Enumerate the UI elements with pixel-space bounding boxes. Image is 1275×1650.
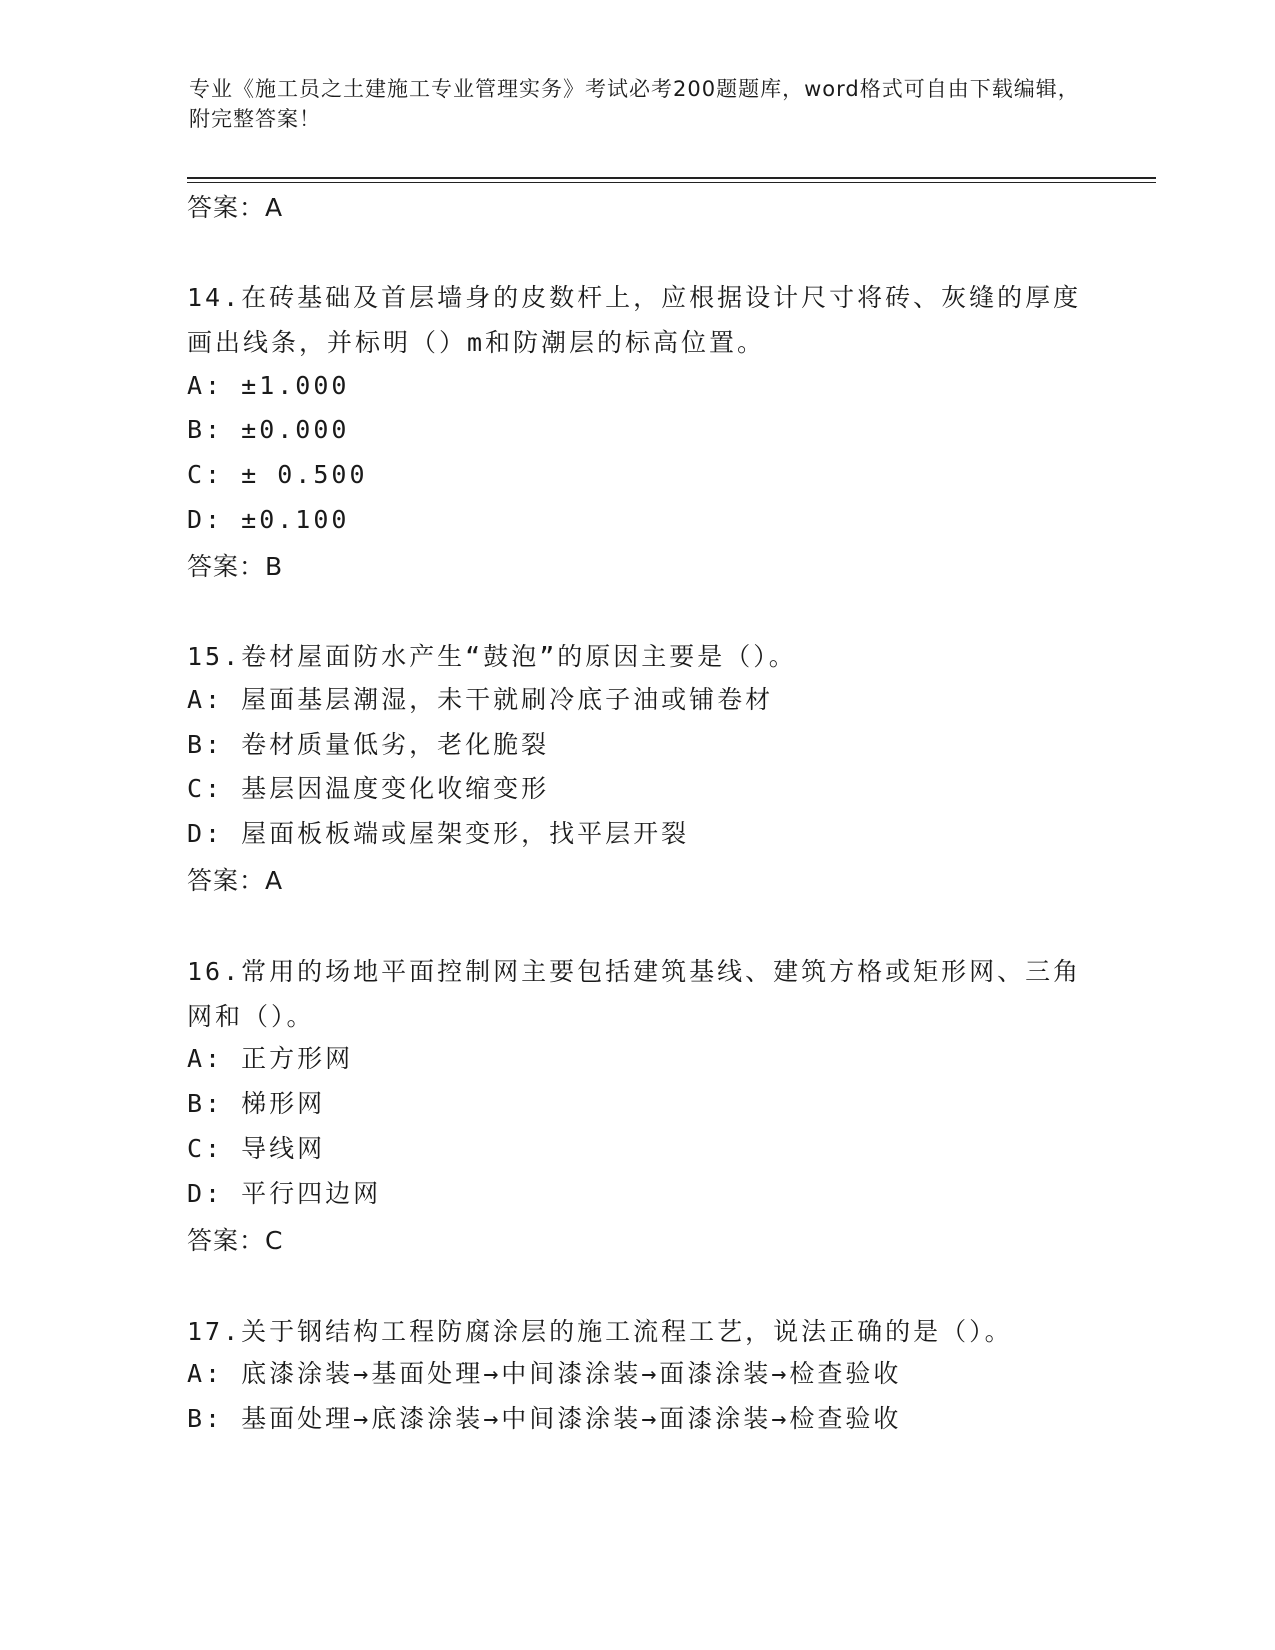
question-17-option-b: B: 基面处理→底漆涂装→中间漆涂装→面漆涂装→检查验收 (187, 1404, 902, 1433)
header-divider-thick (187, 177, 1156, 179)
question-16-option-a: A: 正方形网 (187, 1044, 354, 1073)
question-14-option-b: B: ±0.000 (187, 415, 350, 444)
document-header: 专业《施工员之土建施工专业管理实务》考试必考200题题库，word格式可自由下载编辑，附完整答案！ (189, 77, 1080, 131)
answer-value: C (265, 1226, 284, 1255)
answer-label: 答案： (187, 866, 266, 895)
answer-value: B (265, 552, 284, 581)
question-15-option-b: B: 卷材质量低劣，老化脆裂 (187, 730, 550, 759)
question-14-option-a: A: ±1.000 (187, 371, 350, 400)
question-15-text: 15.卷材屋面防水产生“鼓泡”的原因主要是（）。 (187, 642, 797, 671)
question-15-option-d: D: 屋面板板端或屋架变形，找平层开裂 (187, 819, 690, 848)
question-14-option-c: C: ± 0.500 (187, 460, 368, 489)
question-14-option-d: D: ±0.100 (187, 505, 350, 534)
question-15-answer (187, 865, 283, 897)
answer-value: A (265, 193, 284, 222)
question-16-option-d: D: 平行四边网 (187, 1179, 382, 1208)
question-14-answer (187, 551, 283, 583)
question-15-option-a: A: 屋面基层潮湿，未干就刷冷底子油或铺卷材 (187, 685, 774, 714)
question-16-option-c: C: 导线网 (187, 1134, 326, 1163)
answer-value: A (265, 866, 284, 895)
answer-line (187, 192, 283, 224)
answer-label: 答案： (187, 552, 266, 581)
answer-label: 答案： (187, 1226, 266, 1255)
question-15-option-c: C: 基层因温度变化收缩变形 (187, 774, 550, 803)
question-16-answer (187, 1225, 283, 1257)
header-divider-thin (187, 182, 1156, 183)
question-14-text: 14.在砖基础及首层墙身的皮数杆上，应根据设计尺寸将砖、灰缝的厚度画出线条，并标明（）m和防潮层的标高位置。 (187, 283, 1082, 357)
question-17-text: 17.关于钢结构工程防腐涂层的施工流程工艺，说法正确的是（）。 (187, 1317, 1013, 1346)
answer-label: 答案： (187, 193, 266, 222)
question-16-option-b: B: 梯形网 (187, 1089, 326, 1118)
question-17-option-a: A: 底漆涂装→基面处理→中间漆涂装→面漆涂装→检查验收 (187, 1359, 902, 1388)
question-16-text: 16.常用的场地平面控制网主要包括建筑基线、建筑方格或矩形网、三角网和（）。 (187, 957, 1082, 1031)
